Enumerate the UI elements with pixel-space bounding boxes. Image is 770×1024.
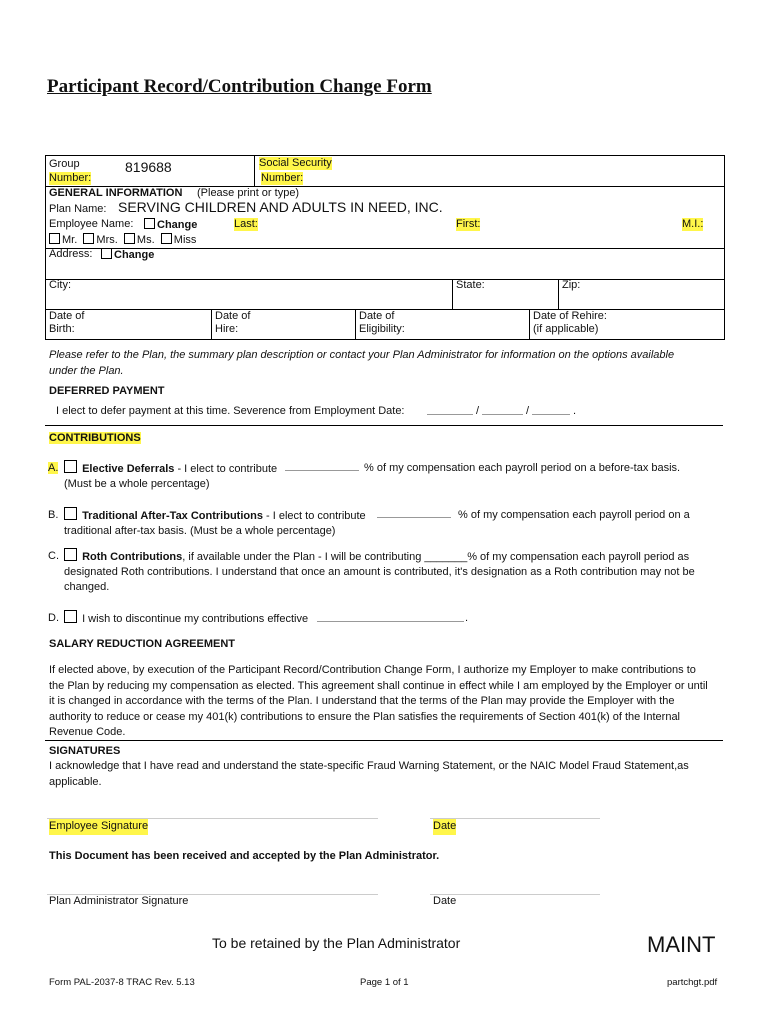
middle-initial-field[interactable]: M.I.: — [682, 218, 704, 230]
option-b-row: Traditional After-Tax Contributions - I elect to contribute — [64, 507, 366, 525]
signatures-acknowledgment: I acknowledge that I have read and understand the state-specific Fraud Warning Statement, or the NAIC Model Fraud Statement,as applicable. — [49, 760, 689, 788]
section-divider — [45, 740, 723, 741]
received-statement: This Document has been received and accepted by the Plan Administrator. — [49, 850, 440, 862]
roth-checkbox[interactable] — [64, 548, 77, 561]
date-separator: / — [526, 405, 530, 417]
option-c-letter: C. — [48, 550, 59, 562]
option-c-note: designated Roth contributions. I understand that once an amount is contributed, it's designation as a Roth contribution may not be — [64, 566, 695, 578]
employee-signature-label[interactable]: Employee Signature — [49, 819, 148, 835]
option-b-letter: B. — [48, 509, 59, 521]
salary-reduction-heading: SALARY REDUCTION AGREEMENT — [49, 638, 235, 650]
option-a-note: (Must be a whole percentage) — [64, 478, 210, 490]
mr-checkbox[interactable] — [49, 233, 60, 244]
plan-reference-note: Please refer to the Plan, the summary plan description or contact your Plan Administrator for information on the options available under the Plan. — [49, 349, 675, 377]
title-options: Mr. Mrs. Ms. Miss — [49, 233, 196, 247]
admin-date-label: Date — [433, 895, 457, 907]
date-of-eligibility-label[interactable]: Date of Eligibility: — [359, 310, 405, 335]
deferral-month-field[interactable] — [427, 414, 473, 415]
employee-name-change[interactable]: Change — [144, 218, 197, 232]
employee-name-label: Employee Name: — [49, 218, 134, 230]
general-info-note: (Please print or type) — [197, 187, 300, 199]
plan-name-value[interactable]: SERVING CHILDREN AND ADULTS IN NEED, INC. — [118, 199, 443, 215]
retained-note: To be retained by the Plan Administrator — [212, 935, 461, 951]
option-a-after: % of my compensation each payroll period on a before-tax basis. — [364, 462, 681, 474]
option-c-note-end: changed. — [64, 581, 110, 593]
discontinue-checkbox[interactable] — [64, 610, 77, 623]
ms-checkbox[interactable] — [124, 233, 135, 244]
address-change[interactable]: Change — [101, 248, 154, 262]
after-tax-percent-field[interactable] — [377, 517, 451, 518]
deferred-payment-heading: DEFERRED PAYMENT — [49, 385, 165, 397]
address-label: Address: — [49, 248, 93, 260]
address-change-checkbox[interactable] — [101, 248, 112, 259]
deferral-year-field[interactable] — [532, 414, 570, 415]
option-d-letter: D. — [48, 612, 59, 624]
discontinue-date-field[interactable] — [317, 621, 464, 622]
plan-name-label: Plan Name: — [49, 203, 107, 215]
option-a-row: Elective Deferrals - I elect to contribute — [64, 460, 277, 478]
ssn-label: Social Security — [259, 157, 332, 169]
last-name-field[interactable]: Last: — [234, 218, 258, 230]
ssn-number-label[interactable]: Number: — [261, 172, 304, 184]
date-separator: / — [476, 405, 480, 417]
after-tax-checkbox[interactable] — [64, 507, 77, 520]
elective-deferrals-checkbox[interactable] — [64, 460, 77, 473]
date-end: . — [573, 405, 577, 417]
option-d-end: . — [465, 612, 469, 624]
state-field[interactable]: State: — [456, 279, 485, 291]
page-number: Page 1 of 1 — [360, 977, 409, 988]
admin-signature-label: Plan Administrator Signature — [49, 895, 189, 907]
zip-field[interactable]: Zip: — [562, 279, 581, 291]
file-name: partchgt.pdf — [667, 977, 718, 988]
option-d-row: I wish to discontinue my contributions effective — [64, 610, 308, 628]
maint-label: MAINT — [647, 932, 716, 957]
option-b-after: % of my compensation each payroll period on a — [458, 509, 690, 521]
group-label: Group — [49, 158, 80, 170]
change-checkbox[interactable] — [144, 218, 155, 229]
mrs-checkbox[interactable] — [83, 233, 94, 244]
group-number-label: Number: — [49, 172, 92, 184]
section-divider — [45, 425, 723, 426]
option-a-letter: A. — [48, 462, 59, 474]
date-of-birth-label[interactable]: Date of Birth: — [49, 310, 85, 335]
employee-date-label[interactable]: Date — [433, 819, 456, 835]
salary-reduction-text: If elected above, by execution of the Participant Record/Contribution Change Form, I authorize my Employer to make contributions to the Plan by reducing my compensation as elected. This agreement shall continue in effect while I am employed by the Employer or until it is changed in accordance with the terms of the Plan. I understand that the terms of the Plan may provide the Employer with the authority to reduce or cease my 401(k) contributions to ensure the Plan satisfies the requirements of Section 401(k) of the Internal Revenue Code. — [49, 664, 708, 738]
city-field[interactable]: City: — [49, 279, 71, 291]
elective-deferrals-percent-field[interactable] — [285, 470, 359, 471]
option-c-row: Roth Contributions, if available under the Plan - I will be contributing _______% of my compensation each payroll period as — [64, 548, 689, 566]
contributions-heading: CONTRIBUTIONS — [49, 432, 141, 444]
participant-info-table — [45, 155, 725, 340]
general-info-heading: GENERAL INFORMATION — [49, 187, 183, 199]
first-name-field[interactable]: First: — [456, 218, 481, 230]
form-title: Participant Record/Contribution Change Form — [47, 76, 432, 97]
miss-checkbox[interactable] — [161, 233, 172, 244]
option-b-note: traditional after-tax basis. (Must be a whole percentage) — [64, 525, 336, 537]
deferred-payment-text: I elect to defer payment at this time. Severence from Employment Date: — [56, 405, 405, 417]
group-number-value[interactable]: 819688 — [125, 159, 172, 175]
signatures-heading: SIGNATURES — [49, 745, 121, 757]
form-number: Form PAL-2037-8 TRAC Rev. 5.13 — [49, 977, 195, 988]
date-of-rehire-label[interactable]: Date of Rehire: (if applicable) — [533, 310, 607, 335]
date-of-hire-label[interactable]: Date of Hire: — [215, 310, 251, 335]
deferral-day-field[interactable] — [482, 414, 523, 415]
